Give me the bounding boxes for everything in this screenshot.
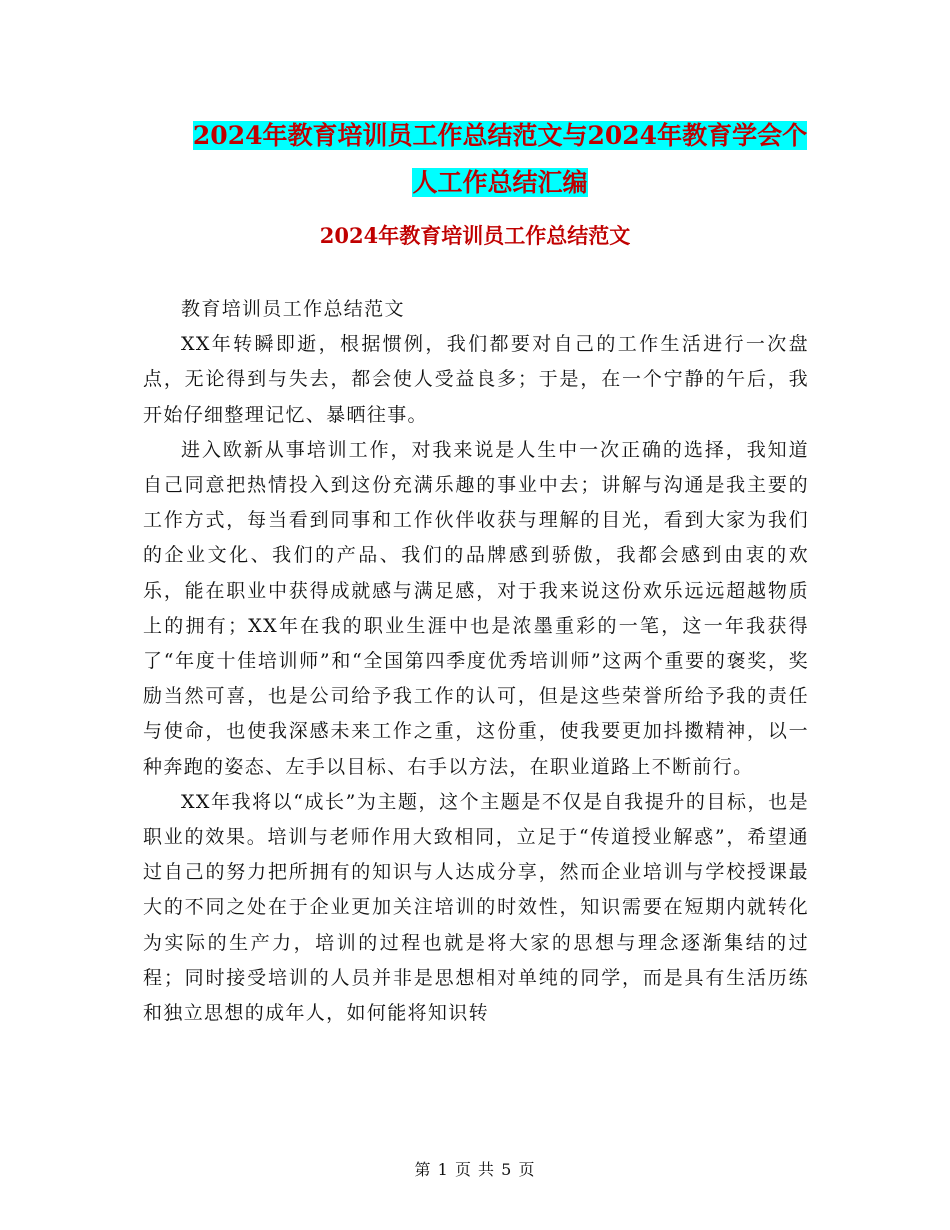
footer-label-gong: 共 bbox=[478, 1160, 496, 1179]
paragraph-subtitle: 教育培训员工作总结范文 bbox=[181, 298, 405, 320]
footer-label-ye2: 页 bbox=[518, 1160, 536, 1179]
paragraph: 进入欧新从事培训工作，对我来说是人生中一次正确的选择，我知道自己同意把热情投入到这份充满乐趣的事业中去；讲解与沟通是我主要的工作方式，每当看到同事和工作伙伴收获与理解的目光，看到大家为我们的企业文化、我们的产品、我们的品牌感到骄傲，我都会感到由衷的欢乐，能在职业中获得成就感与满足感，对于我来说这份欢乐远远超越物质上的拥有；XX年在我的职业生涯中也是浓墨重彩的一笔，这一年我获得了“年度十佳培训师”和“全国第四季度优秀培训师”这两个重要的褒奖，奖励当然可喜，也是公司给予我工作的认可，但是这些荣誉所给予我的责任与使命，也使我深感未来工作之重，这份重，使我要更加抖擞精神，以一种奔跑的姿态、左手以目标、右手以方法，在职业道路上不断前行。 bbox=[143, 438, 809, 778]
page-footer bbox=[0, 1157, 950, 1180]
footer-label-ye: 页 bbox=[454, 1160, 472, 1179]
title-line-2: 人工作总结汇编 bbox=[412, 168, 588, 197]
footer-page-number: 1 bbox=[437, 1160, 449, 1179]
footer-total-pages: 5 bbox=[501, 1160, 513, 1179]
paragraph: XX年我将以“成长”为主题，这个主题是不仅是自我提升的目标，也是职业的效果。培训与老师作用大致相同，立足于“传道授业解惑”，希望通过自己的努力把所拥有的知识与人达成分享，然而企业培训与学校授课最大的不同之处在于企业更加关注培训的时效性，知识需要在短期内就转化为实际的生产力，培训的过程也就是将大家的思想与理念逐渐集结的过程；同时接受培训的人员并非是思想相对单纯的同学，而是具有生活历练和独立思想的成年人，如何能将知识转 bbox=[143, 790, 809, 1025]
title-line-1: 2024年教育培训员工作总结范文与2024年教育学会个 bbox=[192, 121, 808, 150]
paragraph: XX年转瞬即逝，根据惯例，我们都要对自己的工作生活进行一次盘点，无论得到与失去，都会使人受益良多；于是，在一个宁静的午后，我开始仔细整理记忆、暴晒往事。 bbox=[143, 333, 809, 426]
footer-label-di: 第 bbox=[414, 1160, 432, 1179]
document-body bbox=[143, 292, 809, 1031]
document-title bbox=[140, 112, 860, 206]
section-title: 2024年教育培训员工作总结范文 bbox=[319, 223, 631, 248]
